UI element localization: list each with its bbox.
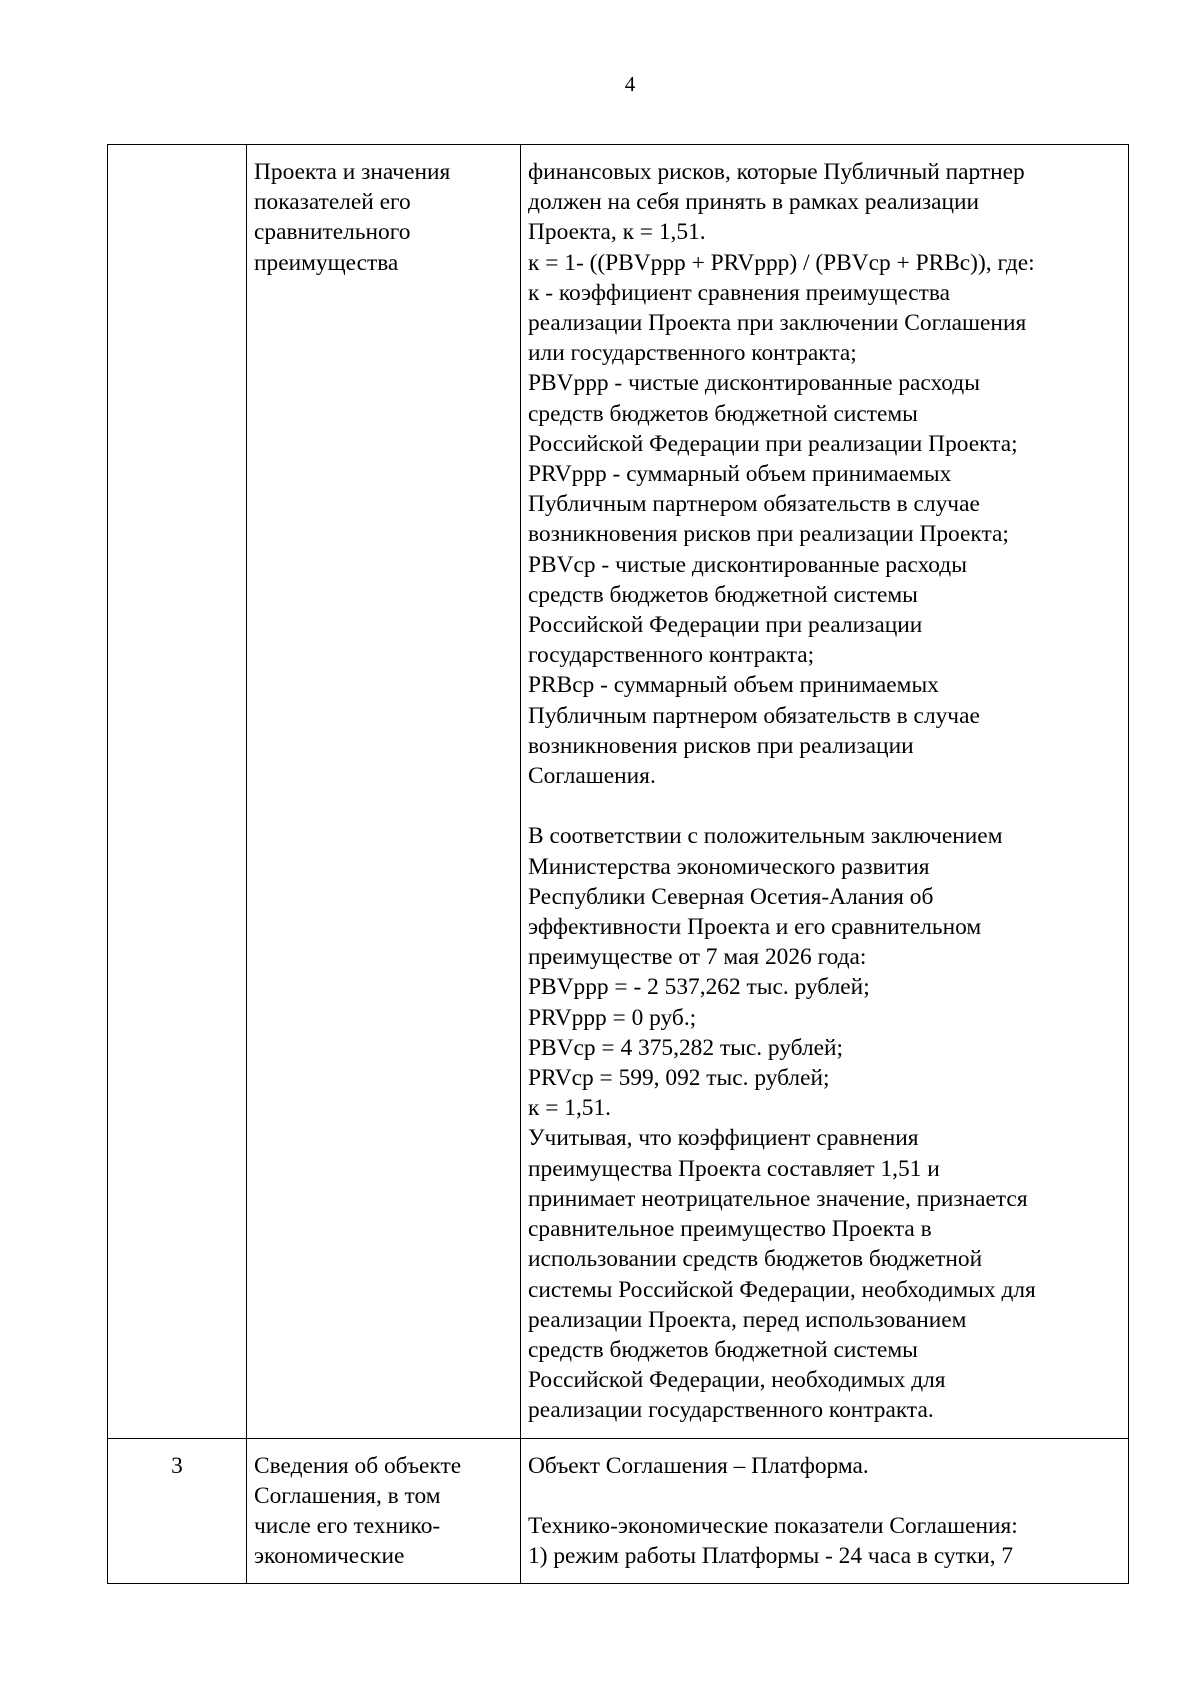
row-description <box>528 1451 1121 1572</box>
text-line: преимущества <box>254 249 399 276</box>
text-line: Объект Соглашения – Платформа. <box>528 1452 869 1479</box>
text-line: Российской Федерации, необходимых для <box>528 1367 946 1394</box>
text-line: Российской Федерации при реализации Проекта; <box>528 430 1018 457</box>
text-line: средств бюджетов бюджетной системы <box>528 1336 918 1363</box>
page-number: 4 <box>624 72 636 96</box>
row-description-cell <box>521 145 1129 1439</box>
text-line: государственного контракта; <box>528 642 815 669</box>
text-line: Проекта и значения <box>254 159 451 185</box>
text-line: сравнительное преимущество Проекта в <box>528 1216 932 1243</box>
text-line: принимает неотрицательное значение, признается <box>528 1185 1028 1212</box>
text-line: Учитывая, что коэффициент сравнения <box>528 1125 919 1152</box>
text-line: к = 1- ((PBVppp + PRVppp) / (PBVср + PRBс)), где: <box>528 249 1035 276</box>
row-number-cell <box>108 1438 247 1584</box>
text-line: или государственного контракта; <box>528 340 857 367</box>
row-number: 3 <box>171 1452 183 1479</box>
text-line: Сведения об объекте <box>254 1452 462 1479</box>
text-line: Соглашения, в том <box>254 1482 441 1509</box>
text-line: PBVppp - чистые дисконтированные расходы <box>528 370 980 397</box>
text-line: преимуществе от 7 мая 2026 года: <box>528 944 867 971</box>
document-table <box>107 144 1129 1584</box>
text-line: преимущества Проекта составляет 1,51 и <box>528 1155 940 1182</box>
text-line: PRBср - суммарный объем принимаемых <box>528 672 939 699</box>
text-line: показателей его <box>254 189 411 216</box>
text-line: числе его технико- <box>254 1512 441 1539</box>
row-title <box>254 1451 513 1572</box>
text-line: возникновения рисков при реализации <box>528 732 914 759</box>
text-line: Российской Федерации при реализации <box>528 612 923 639</box>
text-line: Соглашения. <box>528 763 656 790</box>
text-line: PRVppp - суммарный объем принимаемых <box>528 461 952 488</box>
text-line: 1) режим работы Платформы - 24 часа в сутки, 7 <box>528 1543 1014 1570</box>
text-line: реализации Проекта, перед использованием <box>528 1306 967 1333</box>
text-line: экономические <box>254 1543 405 1570</box>
row-description-cell <box>521 1438 1129 1584</box>
text-line: реализации Проекта при заключении Соглашения <box>528 310 1027 337</box>
paragraph-gap <box>528 791 1121 821</box>
text-line: к - коэффициент сравнения преимущества <box>528 279 950 306</box>
text-line: PRVppp = 0 руб.; <box>528 1004 697 1031</box>
text-line: В соответствии с положительным заключением <box>528 823 1003 850</box>
text-line: PRVср = 599, 092 тыс. рублей; <box>528 1065 830 1092</box>
text-line: должен на себя принять в рамках реализации <box>528 189 980 216</box>
text-line: Проекта, к = 1,51. <box>528 219 706 246</box>
text-line: Республики Северная Осетия-Алания об <box>528 883 934 910</box>
text-line: сравнительного <box>254 219 411 246</box>
text-line: реализации государственного контракта. <box>528 1397 934 1424</box>
table-row <box>108 145 1129 1439</box>
row-title <box>254 157 513 278</box>
row-description <box>528 157 1121 1426</box>
text-line: PBVср - чистые дисконтированные расходы <box>528 551 967 578</box>
paragraph-gap <box>528 1481 1121 1511</box>
row-number-cell <box>108 145 247 1439</box>
text-line: финансовых рисков, которые Публичный партнер <box>528 159 1025 185</box>
text-line: системы Российской Федерации, необходимых для <box>528 1276 1036 1303</box>
text-line: Технико-экономические показатели Соглашения: <box>528 1512 1018 1539</box>
text-line: PBVср = 4 375,282 тыс. рублей; <box>528 1034 844 1061</box>
text-line: Министерства экономического развития <box>528 853 930 880</box>
text-line: Публичным партнером обязательств в случае <box>528 491 980 518</box>
text-line: PBVppp = - 2 537,262 тыс. рублей; <box>528 974 870 1001</box>
text-line: использовании средств бюджетов бюджетной <box>528 1246 983 1273</box>
text-line: эффективности Проекта и его сравнительном <box>528 914 982 941</box>
text-line: возникновения рисков при реализации Проекта; <box>528 521 1009 548</box>
text-line: Публичным партнером обязательств в случае <box>528 702 980 729</box>
text-line: к = 1,51. <box>528 1095 612 1122</box>
table-row <box>108 1438 1129 1584</box>
row-title-cell <box>247 1438 521 1584</box>
text-line: средств бюджетов бюджетной системы <box>528 400 918 427</box>
text-line: средств бюджетов бюджетной системы <box>528 581 918 608</box>
row-title-cell <box>247 145 521 1439</box>
